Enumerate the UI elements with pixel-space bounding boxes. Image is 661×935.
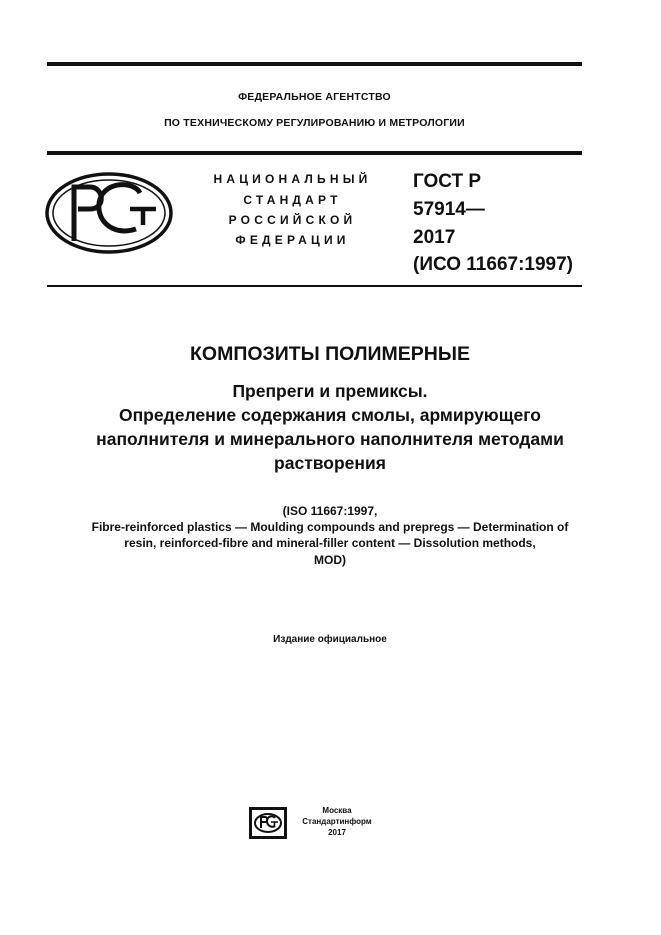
designation-line-2: 57914— (413, 199, 485, 220)
gost-rst-logo-icon (44, 171, 174, 255)
designation-rule (47, 285, 582, 287)
designation-line-3: 2017 (413, 227, 456, 248)
iso-reference-line-2: Fibre-reinforced plastics — Moulding compounds and prepregs — Determination of (91, 520, 569, 534)
publisher-year: 2017 (328, 828, 346, 837)
agency-line-2: ПО ТЕХНИЧЕСКОМУ РЕГУЛИРОВАНИЮ И МЕТРОЛОГИИ (164, 117, 465, 129)
iso-reference-line-4: MOD) (314, 553, 346, 567)
standard-type-line-4: ФЕДЕРАЦИИ (235, 233, 350, 247)
subtitle-line-3: наполнителя и минерального наполнителя методами (96, 429, 564, 449)
standard-type-line-3: РОССИЙСКОЙ (228, 213, 357, 227)
header-rule (47, 151, 582, 155)
iso-reference-line-3: resin, reinforced-fibre and mineral-filler content — Dissolution methods, (124, 536, 536, 550)
publisher-name: Стандартинформ (302, 817, 372, 826)
standard-type-line-2: СТАНДАРТ (243, 193, 342, 207)
publisher-city: Москва (322, 806, 352, 815)
subtitle-line-2: Определение содержания смолы, армирующего (119, 405, 541, 425)
standard-type-line-1: НАЦИОНАЛЬНЫЙ (213, 172, 372, 186)
agency-line-1: ФЕДЕРАЛЬНОЕ АГЕНТСТВО (238, 91, 391, 103)
top-rule (47, 62, 582, 66)
edition-label: Издание официальное (273, 634, 387, 645)
document-title: КОМПОЗИТЫ ПОЛИМЕРНЫЕ (190, 343, 470, 365)
subtitle-line-4: растворения (274, 453, 386, 473)
designation-line-1: ГОСТ Р (413, 171, 482, 192)
subtitle-line-1: Препреги и премиксы. (232, 381, 428, 401)
iso-reference-line-1: (ISO 11667:1997, (282, 504, 378, 518)
standartinform-logo-icon (248, 806, 288, 840)
designation-line-4: (ИСО 11667:1997) (413, 254, 573, 275)
